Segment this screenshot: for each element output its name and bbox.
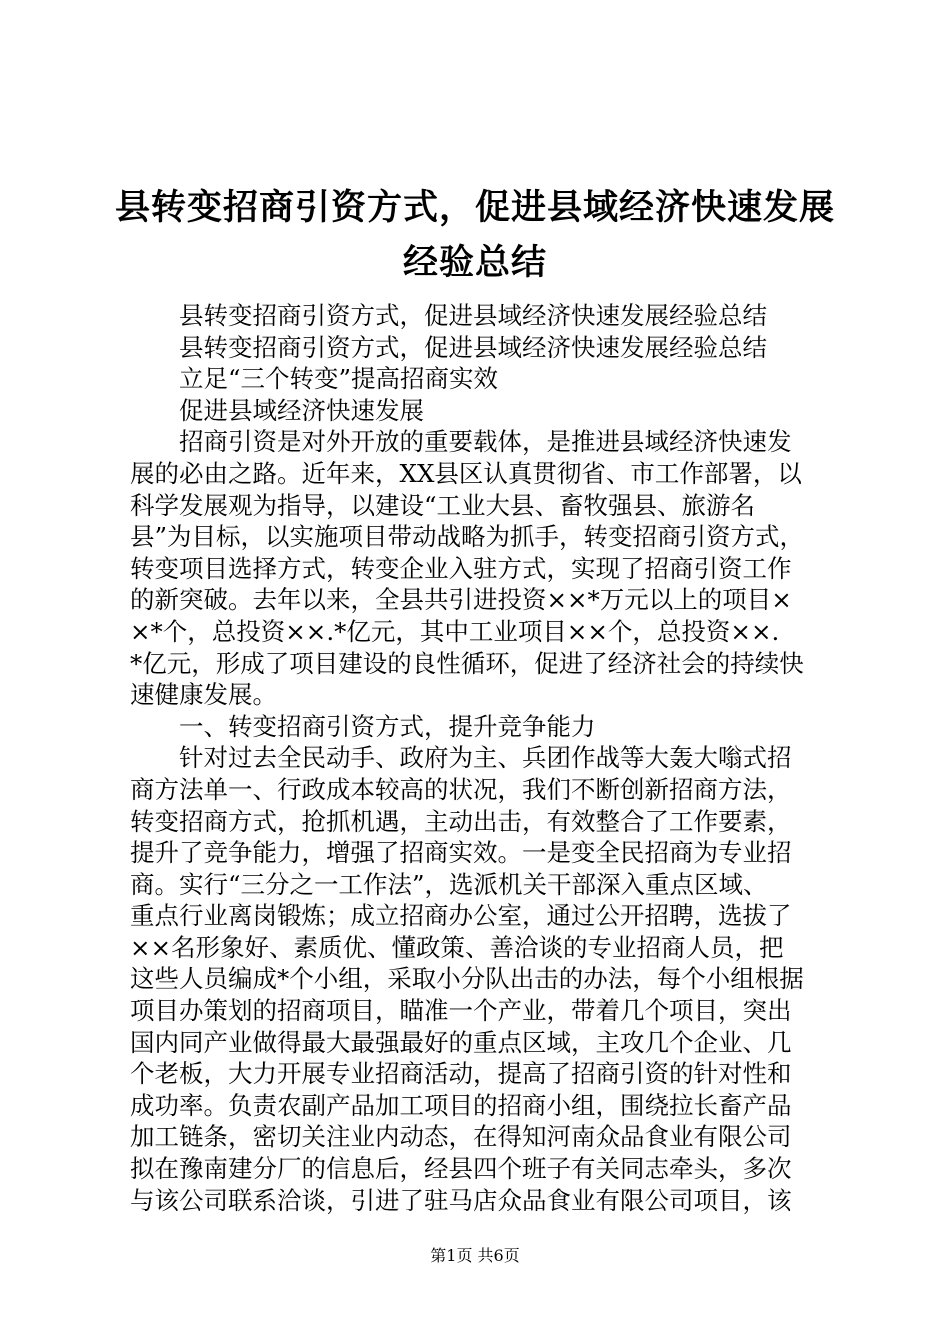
text-line: 国内同产业做得最大最强最好的重点区域，主攻几个企业、几 — [130, 1027, 792, 1057]
text-line: 与该公司联系洽谈，引进了驻马店众品食业有限公司项目，该 — [130, 1185, 792, 1215]
text-line: ×*个，总投资××.*亿元，其中工业项目××个，总投资××. — [130, 616, 780, 646]
text-line: 一、转变招商引资方式，提升竞争能力 — [179, 711, 596, 741]
text-line: 商方法单一、行政成本较高的状况，我们不断创新招商方法， — [130, 774, 792, 804]
page-footer: 第1页 共6页 — [430, 1246, 520, 1265]
document-body — [130, 300, 833, 1216]
text-line: 速健康发展。 — [130, 680, 277, 710]
text-line: *亿元，形成了项目建设的良性循环，促进了经济社会的持续快 — [130, 648, 804, 678]
text-line: 促进县域经济快速发展 — [179, 395, 424, 425]
text-line: 转变招商方式，抢抓机遇，主动出击，有效整合了工作要素， — [130, 806, 792, 836]
text-line: 科学发展观为指导，以建设“工业大县、畜牧强县、旅游名 — [130, 490, 756, 520]
text-line: 重点行业离岗锻炼；成立招商办公室，通过公开招聘，选拔了 — [130, 901, 792, 931]
text-line: 成功率。负责农副产品加工项目的招商小组，围绕拉长畜产品 — [130, 1090, 792, 1120]
text-line: 商。实行“三分之一工作法”，选派机关干部深入重点区域、 — [130, 869, 768, 899]
text-line: 招商引资是对外开放的重要载体，是推进县域经济快速发 — [179, 427, 792, 457]
text-line: 个老板，大力开展专业招商活动，提高了招商引资的针对性和 — [130, 1059, 792, 1089]
text-line: 展的必由之路。近年来，XX县区认真贯彻省、市工作部署，以 — [130, 458, 802, 488]
text-line: 县转变招商引资方式，促进县域经济快速发展经验总结 — [179, 301, 767, 330]
text-line: ××名形象好、素质优、懂政策、善洽谈的专业招商人员，把 — [130, 932, 784, 962]
text-line: 县”为目标，以实施项目带动战略为抓手，转变招商引资方式， — [130, 522, 805, 552]
text-line: 转变项目选择方式，转变企业入驻方式，实现了招商引资工作 — [130, 553, 792, 583]
text-line: 针对过去全民动手、政府为主、兵团作战等大轰大嗡式招 — [179, 743, 792, 773]
text-line: 县转变招商引资方式，促进县域经济快速发展经验总结 — [179, 332, 767, 362]
document-title-line-1: 县转变招商引资方式，促进县域经济快速发展 — [114, 188, 835, 228]
text-line: 这些人员编成*个小组，采取小分队出击的办法，每个小组根据 — [130, 964, 804, 994]
text-line: 加工链条，密切关注业内动态，在得知河南众品食业有限公司 — [130, 1122, 792, 1152]
text-line: 立足“三个转变”提高招商实效 — [179, 364, 499, 394]
document-title-line-2: 经验总结 — [402, 243, 547, 283]
text-line: 提升了竞争能力，增强了招商实效。一是变全民招商为专业招 — [130, 838, 792, 868]
text-line: 拟在豫南建分厂的信息后，经县四个班子有关同志牵头，多次 — [130, 1154, 792, 1184]
text-line: 的新突破。去年以来，全县共引进投资××*万元以上的项目× — [130, 585, 792, 615]
text-line: 项目办策划的招商项目，瞄准一个产业，带着几个项目，突出 — [130, 996, 792, 1026]
